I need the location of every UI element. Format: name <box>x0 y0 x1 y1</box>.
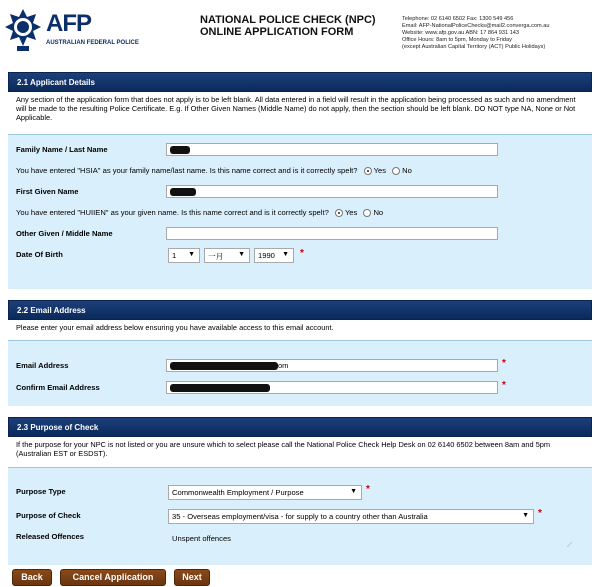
redacted-value <box>170 384 270 392</box>
email-visible-suffix: om <box>278 361 289 370</box>
purpose-type-select[interactable] <box>168 485 362 500</box>
dob-day-value: 1 <box>172 251 177 260</box>
purpose-type-row <box>16 485 584 499</box>
contact-hours: Office Hours: 8am to 5pm, Monday to Friday <box>402 37 512 43</box>
logo-text: AFP <box>46 10 91 37</box>
first-name-row <box>16 185 584 199</box>
applicant-details-section <box>8 72 592 289</box>
released-offences-row <box>16 530 584 554</box>
first-yes-label: Yes <box>344 208 358 217</box>
chevron-down-icon: ▼ <box>522 512 529 519</box>
required-asterisk: * <box>366 484 370 495</box>
required-asterisk: * <box>538 508 542 519</box>
chevron-down-icon: ▼ <box>188 251 195 258</box>
contact-website: Website: www.afp.gov.au ABN: 17 864 931 143 <box>402 30 520 36</box>
first-no-radio[interactable] <box>363 209 371 217</box>
chevron-down-icon: ▼ <box>238 251 245 258</box>
family-confirm-text <box>16 166 412 175</box>
dob-row <box>16 248 584 262</box>
contact-holidays: (except Australian Capital Territory (ACT) Public Holidays) <box>402 44 546 50</box>
cancel-application-button[interactable]: Cancel Application <box>60 569 166 586</box>
first-confirm-question: You have entered "HUIIEN" as your given name. Is this name correct and is it correctly spelt? <box>16 208 329 217</box>
title-line-1: NATIONAL POLICE CHECK (NPC) <box>200 14 376 26</box>
dob-year-value: 1990 <box>258 251 275 260</box>
section-intro: Please enter your email address below ensuring you have available access to this email account. <box>8 320 592 340</box>
required-asterisk: * <box>502 358 506 369</box>
dob-month-select[interactable] <box>204 248 250 263</box>
redacted-value <box>170 188 196 196</box>
page-title <box>200 14 376 38</box>
required-asterisk: * <box>300 248 304 259</box>
released-offences-textarea[interactable] <box>166 530 572 550</box>
first-no-label: No <box>373 208 384 217</box>
first-name-input[interactable] <box>166 185 498 198</box>
contact-phone: Telephone: 02 6140 6502 Fax: 1300 549 456 <box>402 16 514 22</box>
family-name-confirm-row <box>16 164 584 178</box>
section-intro: If the purpose for your NPC is not listed or you are unsure which to select please call the National Police Check Help Desk on 02 6140 6502 between 8am and 5pm (Australian EST or ESDST). <box>8 437 592 467</box>
redacted-value <box>170 146 190 154</box>
purpose-check-row <box>16 509 584 523</box>
first-name-confirm-row <box>16 206 584 220</box>
other-names-label: Other Given / Middle Name <box>16 229 113 238</box>
family-yes-label: Yes <box>373 166 387 175</box>
confirm-email-row <box>16 381 584 395</box>
released-offences-label: Released Offences <box>16 532 84 541</box>
dob-year-select[interactable] <box>254 248 294 263</box>
logo-subtitle: AUSTRALIAN FEDERAL POLICE <box>46 40 139 46</box>
family-confirm-question: You have entered "HSIA" as your family name/last name. Is this name correct and is it correctly spelt? <box>16 166 358 175</box>
email-section <box>8 300 592 406</box>
afp-crest-icon <box>4 8 42 52</box>
section-intro: Any section of the application form that does not apply is to be left blank. All data entered in a field will result in the application being processed as such and no amendment will be made to the resulting Police Certificate. E.g. If Other Given Names (Middle Name) do not apply, then the section should be left blank. DO NOT type NA, None or Not Applicable. <box>8 92 592 134</box>
section-heading: 2.3 Purpose of Check <box>8 417 592 437</box>
purpose-type-label: Purpose Type <box>16 487 66 496</box>
contact-info <box>402 16 549 51</box>
other-names-row <box>16 227 584 241</box>
family-name-row <box>16 143 584 157</box>
family-no-radio[interactable] <box>392 167 400 175</box>
purpose-check-value: 35 - Overseas employment/visa - for supply to a country other than Australia <box>172 512 428 521</box>
email-form <box>8 340 592 406</box>
family-name-input[interactable] <box>166 143 498 156</box>
purpose-form <box>8 467 592 565</box>
family-yes-radio[interactable] <box>364 167 372 175</box>
page-header <box>0 0 600 70</box>
resize-grip-icon[interactable]: ⟋ <box>567 542 572 549</box>
section-heading: 2.1 Applicant Details <box>8 72 592 92</box>
afp-logo <box>4 8 139 56</box>
applicant-form <box>8 134 592 289</box>
title-line-2: ONLINE APPLICATION FORM <box>200 26 354 38</box>
family-no-label: No <box>402 166 412 175</box>
chevron-down-icon: ▼ <box>282 251 289 258</box>
released-offences-value: Unspent offences <box>172 534 231 543</box>
first-name-label: First Given Name <box>16 187 79 196</box>
next-button[interactable]: Next <box>174 569 210 586</box>
purpose-section <box>8 417 592 565</box>
purpose-check-label: Purpose of Check <box>16 511 81 520</box>
dob-month-value: 一月 <box>208 252 224 261</box>
section-heading: 2.2 Email Address <box>8 300 592 320</box>
family-name-label: Family Name / Last Name <box>16 145 108 154</box>
back-button[interactable]: Back <box>12 569 52 586</box>
email-row <box>16 359 584 373</box>
dob-day-select[interactable] <box>168 248 200 263</box>
first-yes-radio[interactable] <box>335 209 343 217</box>
email-label: Email Address <box>16 361 69 370</box>
purpose-type-value: Commonwealth Employment / Purpose <box>172 488 304 497</box>
purpose-check-select[interactable] <box>168 509 534 524</box>
contact-email: Email: AFP-NationalPoliceChecks@mail2.converga.com.au <box>402 23 550 29</box>
required-asterisk: * <box>502 380 506 391</box>
first-confirm-text <box>16 208 383 217</box>
confirm-email-label: Confirm Email Address <box>16 383 100 392</box>
dob-label: Date Of Birth <box>16 250 63 259</box>
confirm-email-input[interactable] <box>166 381 498 394</box>
email-input[interactable] <box>166 359 498 372</box>
other-names-input[interactable] <box>166 227 498 240</box>
chevron-down-icon: ▼ <box>350 488 357 495</box>
redacted-value <box>170 362 278 370</box>
